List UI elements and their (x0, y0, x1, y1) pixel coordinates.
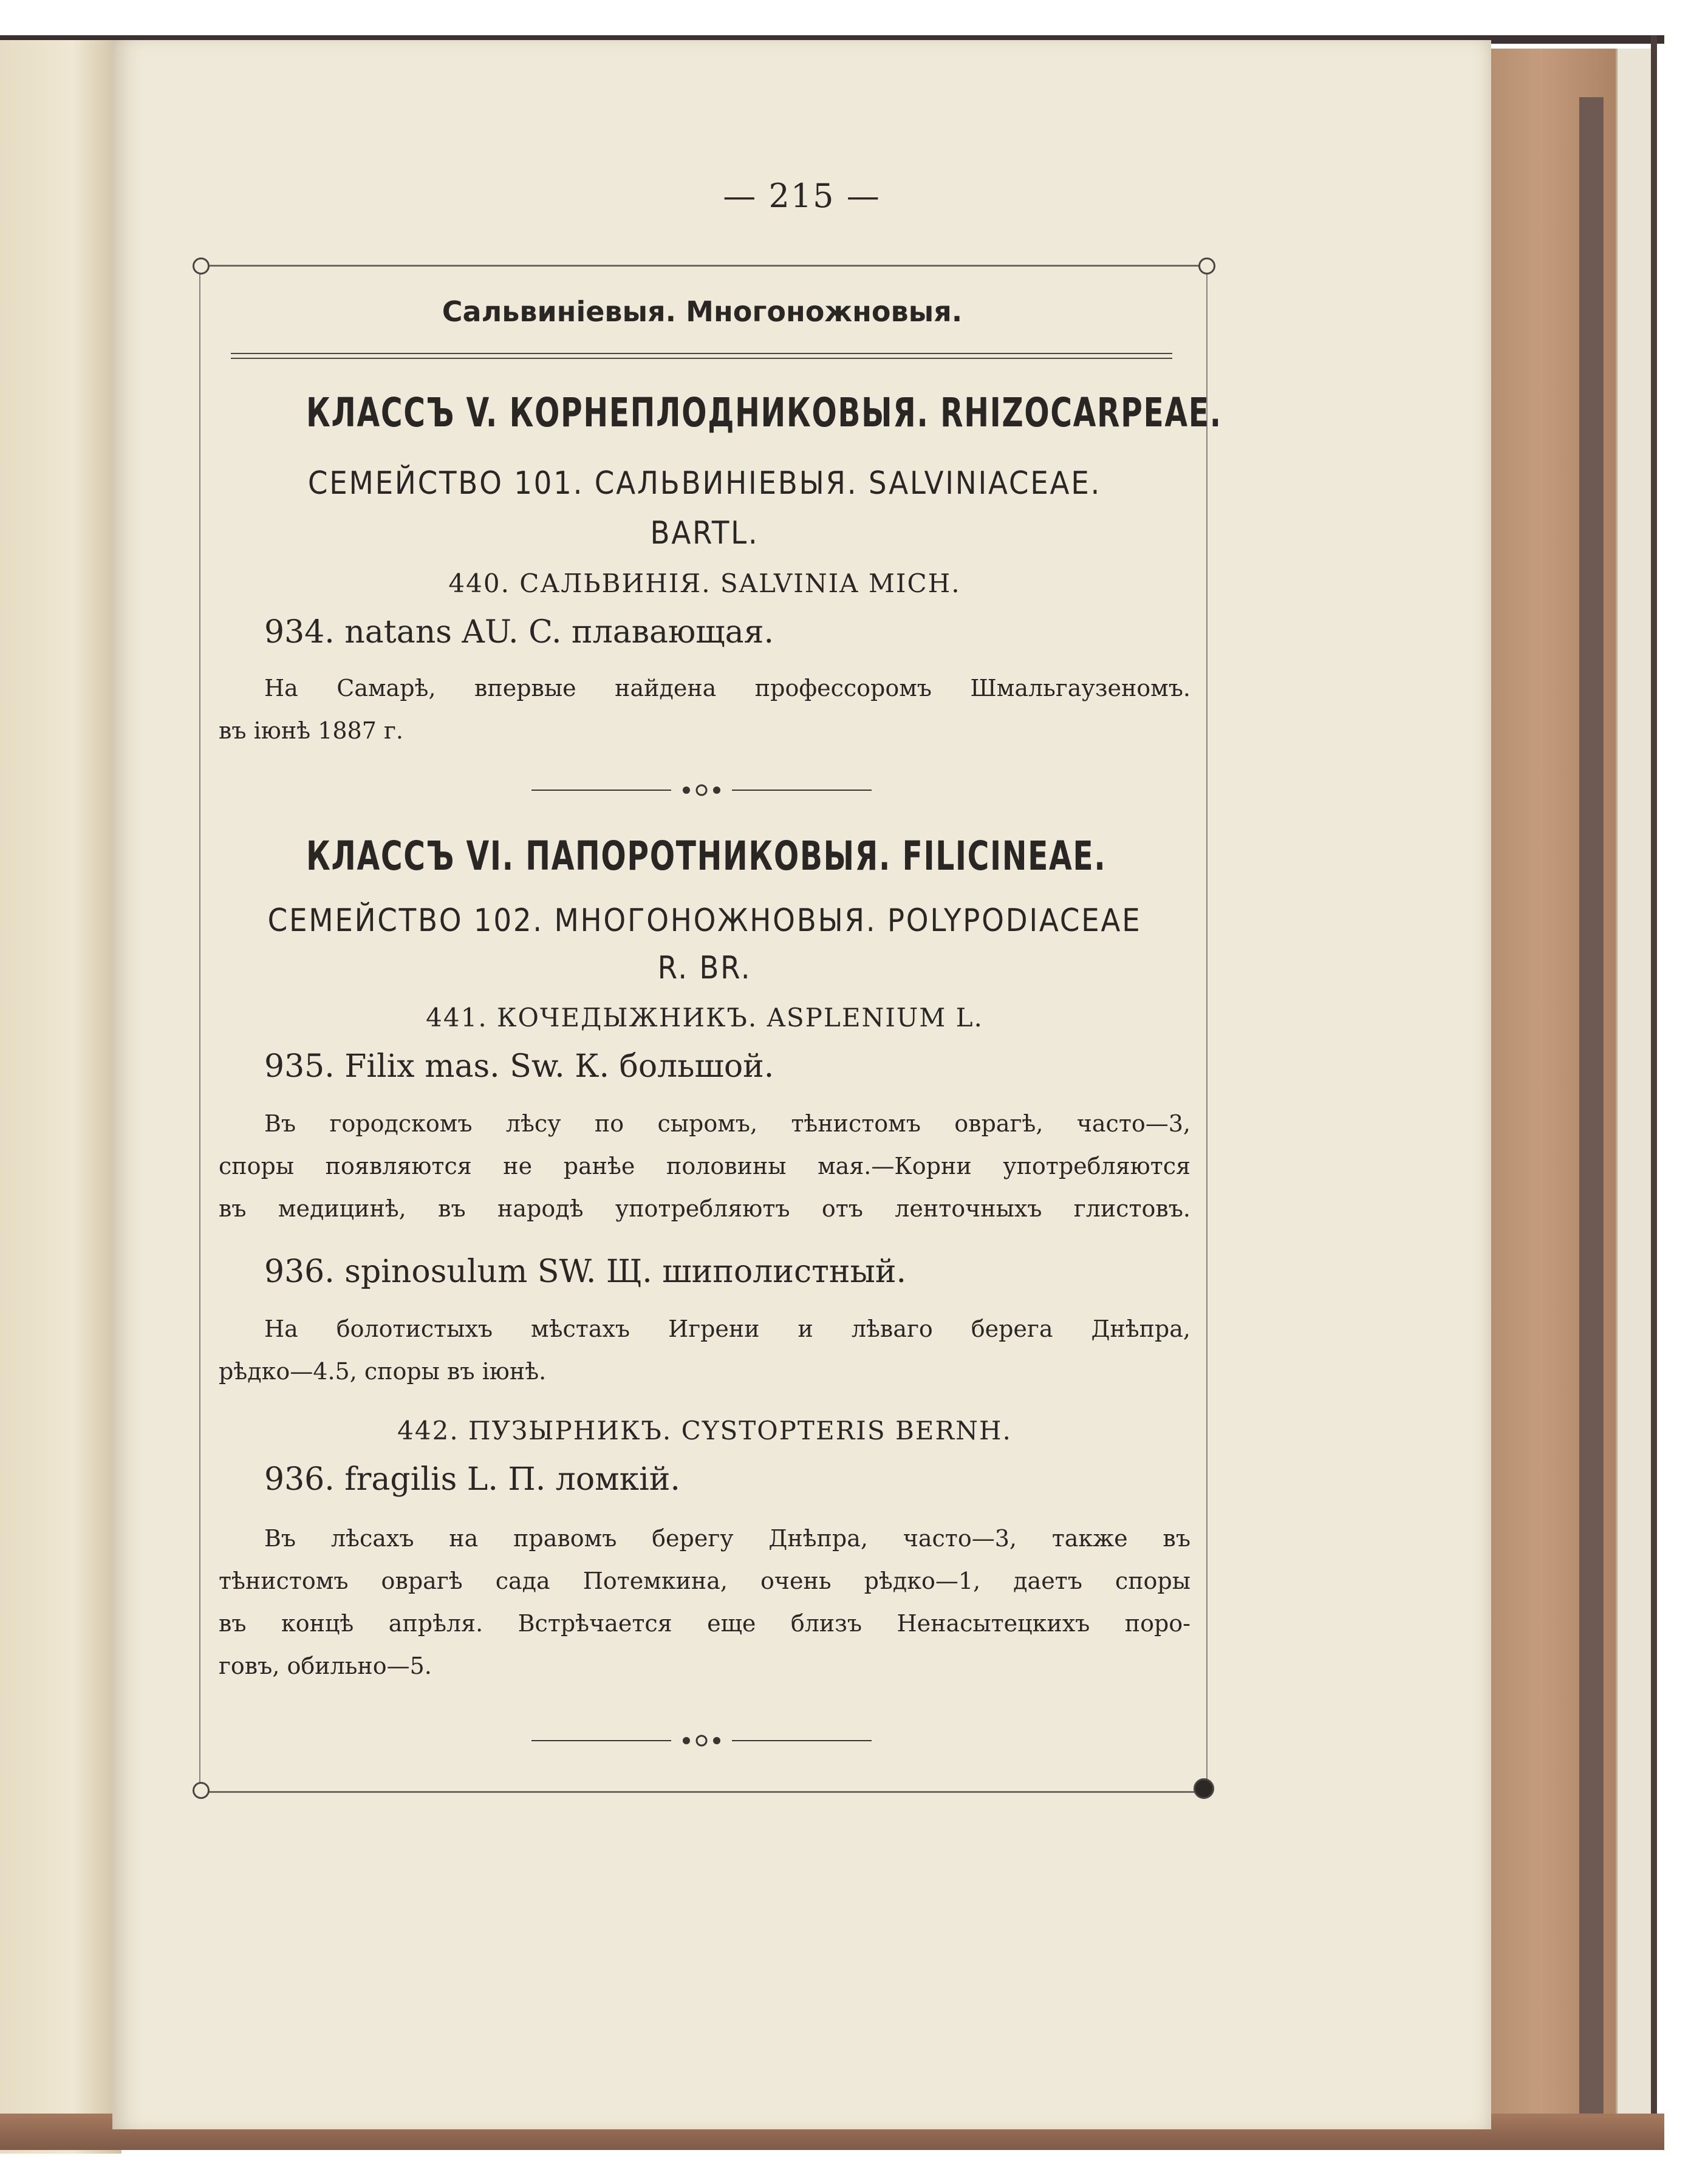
note-936a-line1: На болотистыхъ мѣстахъ Игрени и лѣваго берега Днѣпра, (264, 1316, 1191, 1342)
genus-441: 441. КОЧЕДЫЖНИКЪ. ASPLENIUM L. (426, 1003, 983, 1032)
genus-440: 440. САЛЬВИНІЯ. SALVINIA MICH. (448, 568, 961, 598)
family-102-line1: СЕМЕЙСТВО 102. МНОГОНОЖНОВЫЯ. POLYPODIACEAE (267, 903, 1142, 939)
page-stack-edge (1616, 49, 1654, 2150)
note-934-line2: въ іюнѣ 1887 г. (219, 717, 403, 744)
class-v-heading: КЛАССЪ V. КОРНЕПЛОДНИКОВЫЯ. RHIZOCARPEAE. (306, 389, 1222, 436)
species-936a: 936. spinosulum SW. Щ. шиполистный. (264, 1254, 907, 1290)
species-935: 935. Filix mas. Sw. К. большой. (264, 1048, 774, 1085)
header-double-rule (231, 353, 1172, 359)
family-101-line2: BARTL. (650, 515, 759, 551)
left-page-edge (0, 38, 121, 2154)
class-vi-heading: КЛАССЪ VI. ПАПОРОТНИКОВЫЯ. FILICINEAE. (306, 833, 1107, 879)
corner-ornament-icon (193, 258, 210, 275)
genus-442: 442. ПУЗЫРНИКЪ. CYSTOPTERIS BERNH. (397, 1416, 1012, 1445)
note-934-line1: На Самарѣ, впервые найдена профессоромъ Шмальгаузеномъ. (264, 675, 1191, 701)
running-head: Сальвиніевыя. Многоножновыя. (442, 295, 963, 328)
cover-spine-strip (1579, 97, 1604, 2144)
page-number: — 215 — (723, 177, 881, 215)
species-936b: 936. fragilis L. П. ломкій. (264, 1461, 680, 1498)
note-936b-line4: говъ, обильно—5. (219, 1653, 432, 1679)
corner-ornament-icon (1198, 258, 1215, 275)
note-936b-line1: Въ лѣсахъ на правомъ берегу Днѣпра, часто—3, также въ (264, 1525, 1191, 1552)
note-935-line1: Въ городскомъ лѣсу по сыромъ, тѣнистомъ оврагѣ, часто—3, (264, 1110, 1191, 1137)
end-divider-icon (531, 1735, 872, 1747)
book-cover-board (1482, 49, 1628, 2144)
note-935-line2: споры появляются не ранѣе половины мая.—Корни употребляются (219, 1153, 1191, 1179)
family-102-line2: R. BR. (657, 950, 752, 986)
section-divider-icon (531, 784, 872, 796)
note-936a-line2: рѣдко—4.5, споры въ іюнѣ. (219, 1358, 547, 1385)
corner-ornament-icon (1194, 1778, 1214, 1799)
corner-ornament-icon (193, 1782, 210, 1799)
scan-right-border (1651, 35, 1657, 2149)
note-936b-line2: тѣнистомъ оврагѣ сада Потемкина, очень рѣдко—1, даетъ споры (219, 1568, 1191, 1594)
family-101-line1: СЕМЕЙСТВО 101. САЛЬВИНІЕВЫЯ. SALVINIACEAE. (307, 465, 1102, 502)
note-936b-line3: въ концѣ апрѣля. Встрѣчается еще близъ Ненасытецкихъ поро- (219, 1610, 1191, 1637)
note-935-line3: въ медицинѣ, въ народѣ употребляютъ отъ ленточныхъ глистовъ. (219, 1195, 1191, 1222)
species-934: 934. natans AU. C. плавающая. (264, 614, 774, 650)
book-page (112, 40, 1491, 2129)
